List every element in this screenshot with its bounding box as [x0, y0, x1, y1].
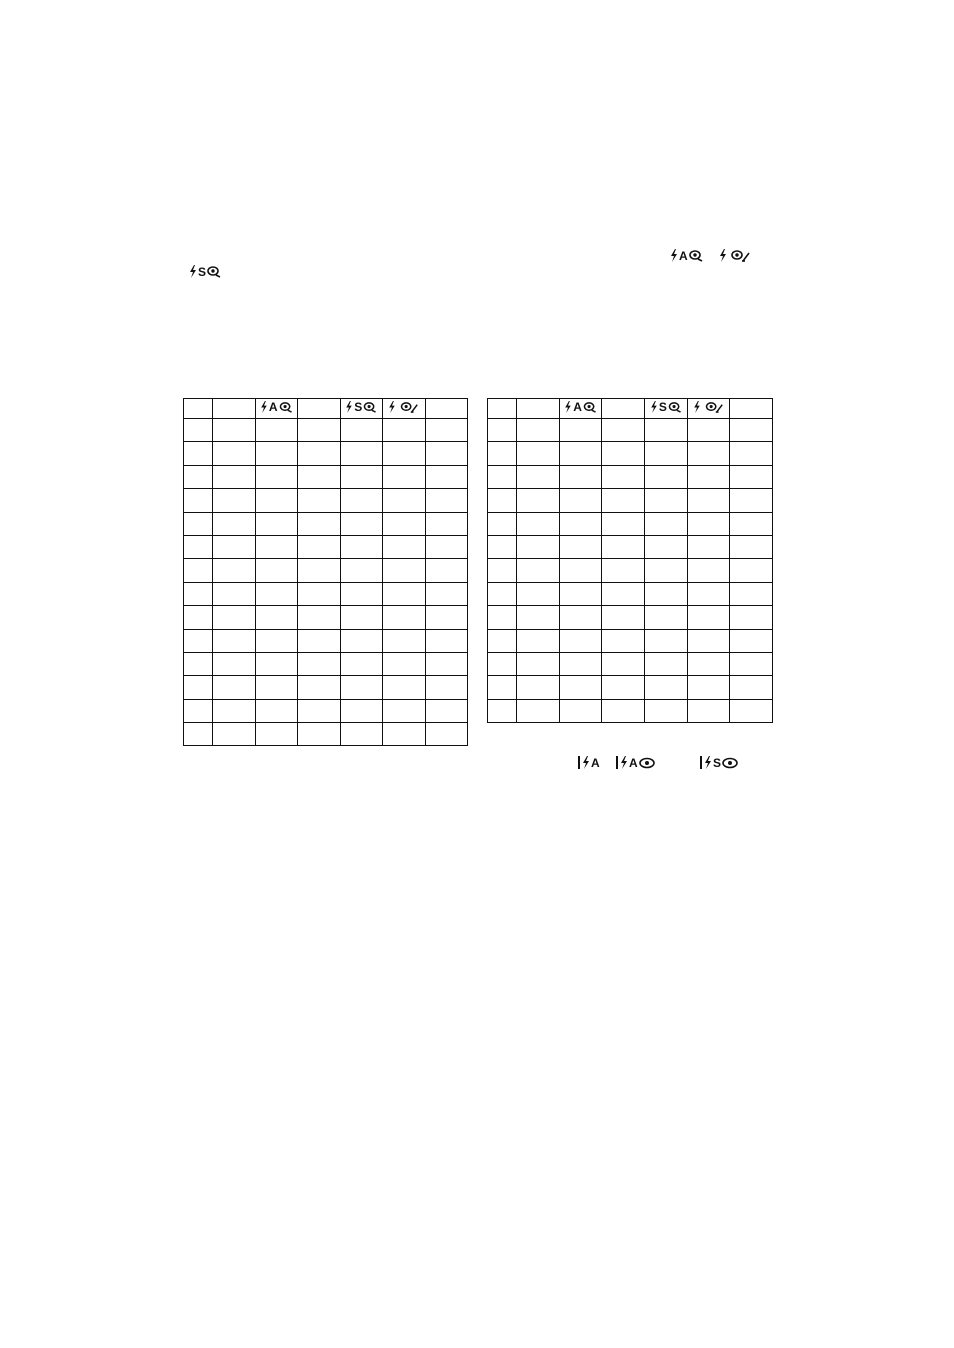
table-cell — [645, 465, 688, 488]
table-cell — [255, 723, 298, 746]
table-cell — [559, 652, 602, 675]
table-cell — [488, 535, 517, 558]
table-cell — [184, 582, 213, 605]
table-cell — [383, 535, 426, 558]
table-row — [488, 465, 773, 488]
table-cell — [184, 535, 213, 558]
table-cell — [184, 676, 213, 699]
table-cell — [559, 559, 602, 582]
table-row — [488, 582, 773, 605]
table-row — [184, 489, 468, 512]
table-cell — [340, 629, 383, 652]
header-cell — [559, 399, 602, 419]
table-cell — [645, 535, 688, 558]
table-cell — [383, 652, 426, 675]
table-cell — [255, 606, 298, 629]
table-cell — [425, 629, 468, 652]
table-cell — [645, 699, 688, 722]
table-cell — [340, 535, 383, 558]
table-cell — [602, 652, 645, 675]
table-cell — [730, 582, 773, 605]
header-cell — [298, 399, 341, 419]
table-cell — [602, 512, 645, 535]
table-cell — [687, 419, 730, 442]
table-cell — [298, 559, 341, 582]
table-row — [184, 465, 468, 488]
table-cell — [425, 489, 468, 512]
table-row — [184, 419, 468, 442]
table-cell — [645, 489, 688, 512]
table-cell — [687, 582, 730, 605]
flash-auto-red-eye-icon: A — [616, 756, 655, 769]
table-cell — [730, 699, 773, 722]
table-cell — [298, 442, 341, 465]
table-cell — [298, 606, 341, 629]
table-cell — [730, 676, 773, 699]
table-header-row — [184, 399, 468, 419]
table-cell — [559, 535, 602, 558]
table-row — [184, 512, 468, 535]
table-row — [488, 606, 773, 629]
table-cell — [213, 419, 256, 442]
table-cell — [425, 559, 468, 582]
table-cell — [340, 442, 383, 465]
table-cell — [488, 442, 517, 465]
table-cell — [730, 606, 773, 629]
table-cell — [213, 629, 256, 652]
header-cell — [340, 399, 383, 419]
header-cell — [383, 399, 426, 419]
table-cell — [298, 723, 341, 746]
table-cell — [559, 512, 602, 535]
table-cell — [730, 465, 773, 488]
table-cell — [213, 559, 256, 582]
table-cell — [425, 465, 468, 488]
table-cell — [184, 442, 213, 465]
table-cell — [517, 512, 560, 535]
table-cell — [425, 699, 468, 722]
table-cell — [687, 652, 730, 675]
table-cell — [213, 582, 256, 605]
table-cell — [255, 699, 298, 722]
table-cell — [687, 629, 730, 652]
table-cell — [340, 512, 383, 535]
table-cell — [425, 442, 468, 465]
table-cell — [298, 582, 341, 605]
table-cell — [383, 723, 426, 746]
header-cell — [730, 399, 773, 419]
table-cell — [425, 606, 468, 629]
table-cell — [383, 465, 426, 488]
table-cell — [298, 535, 341, 558]
table-cell — [517, 465, 560, 488]
table-cell — [517, 535, 560, 558]
table-cell — [559, 442, 602, 465]
table-cell — [517, 606, 560, 629]
flash-slow-sync-red-eye-icon: S — [650, 401, 682, 413]
table-row — [184, 442, 468, 465]
table-cell — [730, 489, 773, 512]
table-cell — [184, 606, 213, 629]
flash-forced-red-eye-icon — [719, 249, 750, 262]
table-row — [488, 489, 773, 512]
table-cell — [687, 512, 730, 535]
table-row — [184, 723, 468, 746]
flash-slow-sync-red-eye-icon: S — [700, 756, 738, 769]
table-cell — [255, 442, 298, 465]
table-cell — [184, 699, 213, 722]
table-cell — [340, 723, 383, 746]
table-cell — [340, 699, 383, 722]
table-cell — [645, 442, 688, 465]
table-cell — [730, 419, 773, 442]
table-cell — [559, 629, 602, 652]
table-cell — [184, 489, 213, 512]
table-cell — [687, 465, 730, 488]
table-cell — [255, 535, 298, 558]
table-cell — [488, 419, 517, 442]
table-cell — [730, 652, 773, 675]
table-cell — [340, 606, 383, 629]
table-body — [184, 419, 468, 746]
table-cell — [517, 582, 560, 605]
table-cell — [488, 465, 517, 488]
table-cell — [213, 489, 256, 512]
table-cell — [213, 676, 256, 699]
table-cell — [645, 582, 688, 605]
table-cell — [298, 652, 341, 675]
table-cell — [425, 535, 468, 558]
table-cell — [687, 535, 730, 558]
table-cell — [184, 723, 213, 746]
table-cell — [425, 723, 468, 746]
table-cell — [559, 606, 602, 629]
table-cell — [213, 606, 256, 629]
table-cell — [213, 652, 256, 675]
table-cell — [425, 676, 468, 699]
table-cell — [298, 676, 341, 699]
table-cell — [255, 676, 298, 699]
table-cell — [602, 419, 645, 442]
table-cell — [255, 419, 298, 442]
table-row — [184, 535, 468, 558]
table-cell — [383, 676, 426, 699]
table-cell — [383, 489, 426, 512]
header-cell — [488, 399, 517, 419]
table-cell — [517, 419, 560, 442]
flash-slow-sync-red-eye-icon: S — [189, 265, 221, 278]
table-cell — [687, 442, 730, 465]
table-cell — [255, 465, 298, 488]
table-row — [184, 582, 468, 605]
table-cell — [213, 723, 256, 746]
table-cell — [645, 676, 688, 699]
table-cell — [340, 419, 383, 442]
table-row — [184, 559, 468, 582]
flash-setting-table-right — [487, 398, 773, 723]
table-cell — [255, 652, 298, 675]
table-row — [488, 419, 773, 442]
table-cell — [383, 629, 426, 652]
header-cell — [255, 399, 298, 419]
table-cell — [517, 652, 560, 675]
header-cell — [517, 399, 560, 419]
flash-forced-red-eye-icon — [693, 401, 724, 413]
table-cell — [559, 465, 602, 488]
table-cell — [645, 652, 688, 675]
table-row — [184, 676, 468, 699]
table-cell — [383, 442, 426, 465]
table-cell — [517, 489, 560, 512]
table-cell — [687, 489, 730, 512]
header-cell — [184, 399, 213, 419]
table-cell — [602, 489, 645, 512]
table-cell — [602, 582, 645, 605]
table-row — [488, 559, 773, 582]
table-cell — [488, 559, 517, 582]
table-cell — [645, 559, 688, 582]
table-cell — [255, 629, 298, 652]
table-header-row — [488, 399, 773, 419]
table-cell — [687, 676, 730, 699]
table-row — [488, 512, 773, 535]
table-cell — [687, 559, 730, 582]
table-cell — [559, 489, 602, 512]
table-cell — [602, 442, 645, 465]
table-row — [488, 535, 773, 558]
table-cell — [602, 629, 645, 652]
flash-auto-red-eye-icon: A — [670, 249, 703, 262]
table-cell — [383, 419, 426, 442]
table-cell — [488, 676, 517, 699]
header-cell — [687, 399, 730, 419]
flash-setting-table-left — [183, 398, 468, 746]
flash-auto-icon: A — [578, 756, 600, 769]
table-cell — [488, 489, 517, 512]
table-cell — [184, 629, 213, 652]
table-cell — [488, 629, 517, 652]
table-cell — [602, 606, 645, 629]
table-cell — [425, 582, 468, 605]
table-row — [184, 606, 468, 629]
table-cell — [645, 629, 688, 652]
table-cell — [730, 535, 773, 558]
table-cell — [298, 512, 341, 535]
table-cell — [340, 582, 383, 605]
table-cell — [213, 535, 256, 558]
table-cell — [645, 606, 688, 629]
table-cell — [298, 699, 341, 722]
table-row — [184, 652, 468, 675]
table-cell — [602, 699, 645, 722]
table-cell — [559, 699, 602, 722]
table-cell — [602, 535, 645, 558]
table-row — [488, 699, 773, 722]
table-cell — [255, 559, 298, 582]
table-cell — [425, 419, 468, 442]
table-cell — [255, 489, 298, 512]
table-cell — [517, 559, 560, 582]
table-cell — [298, 489, 341, 512]
table-cell — [425, 652, 468, 675]
header-cell — [425, 399, 468, 419]
table-cell — [488, 512, 517, 535]
table-cell — [488, 699, 517, 722]
table-cell — [213, 465, 256, 488]
table-cell — [298, 419, 341, 442]
table-cell — [298, 465, 341, 488]
table-cell — [213, 512, 256, 535]
flash-slow-sync-red-eye-icon: S — [345, 401, 377, 413]
table-cell — [687, 699, 730, 722]
table-cell — [340, 559, 383, 582]
table-cell — [488, 652, 517, 675]
table-cell — [383, 699, 426, 722]
table-cell — [298, 629, 341, 652]
table-cell — [517, 676, 560, 699]
table-cell — [383, 582, 426, 605]
table-cell — [184, 512, 213, 535]
table-cell — [517, 629, 560, 652]
table-cell — [730, 442, 773, 465]
header-cell — [213, 399, 256, 419]
table-cell — [383, 559, 426, 582]
table-cell — [184, 465, 213, 488]
table-cell — [488, 582, 517, 605]
table-cell — [213, 699, 256, 722]
table-cell — [425, 512, 468, 535]
table-cell — [559, 419, 602, 442]
table-cell — [184, 559, 213, 582]
table-cell — [488, 606, 517, 629]
table-cell — [255, 512, 298, 535]
table-cell — [645, 512, 688, 535]
table-cell — [383, 606, 426, 629]
table-body — [488, 419, 773, 723]
table-cell — [213, 442, 256, 465]
table-cell — [602, 559, 645, 582]
table-cell — [559, 676, 602, 699]
table-cell — [645, 419, 688, 442]
table-row — [488, 442, 773, 465]
table-cell — [730, 559, 773, 582]
header-cell — [602, 399, 645, 419]
table-cell — [559, 582, 602, 605]
table-row — [184, 699, 468, 722]
table-cell — [602, 676, 645, 699]
table-cell — [255, 582, 298, 605]
flash-forced-red-eye-icon — [388, 401, 419, 413]
flash-auto-red-eye-icon: A — [564, 401, 597, 413]
table-cell — [730, 629, 773, 652]
table-cell — [340, 489, 383, 512]
table-cell — [340, 465, 383, 488]
table-cell — [184, 419, 213, 442]
table-cell — [184, 652, 213, 675]
flash-auto-red-eye-icon: A — [260, 401, 293, 413]
table-cell — [340, 676, 383, 699]
table-row — [488, 629, 773, 652]
table-cell — [730, 512, 773, 535]
table-cell — [383, 512, 426, 535]
header-cell — [645, 399, 688, 419]
table-row — [488, 676, 773, 699]
table-cell — [517, 699, 560, 722]
table-row — [184, 629, 468, 652]
table-cell — [340, 652, 383, 675]
table-cell — [687, 606, 730, 629]
table-cell — [517, 442, 560, 465]
table-row — [488, 652, 773, 675]
table-cell — [602, 465, 645, 488]
